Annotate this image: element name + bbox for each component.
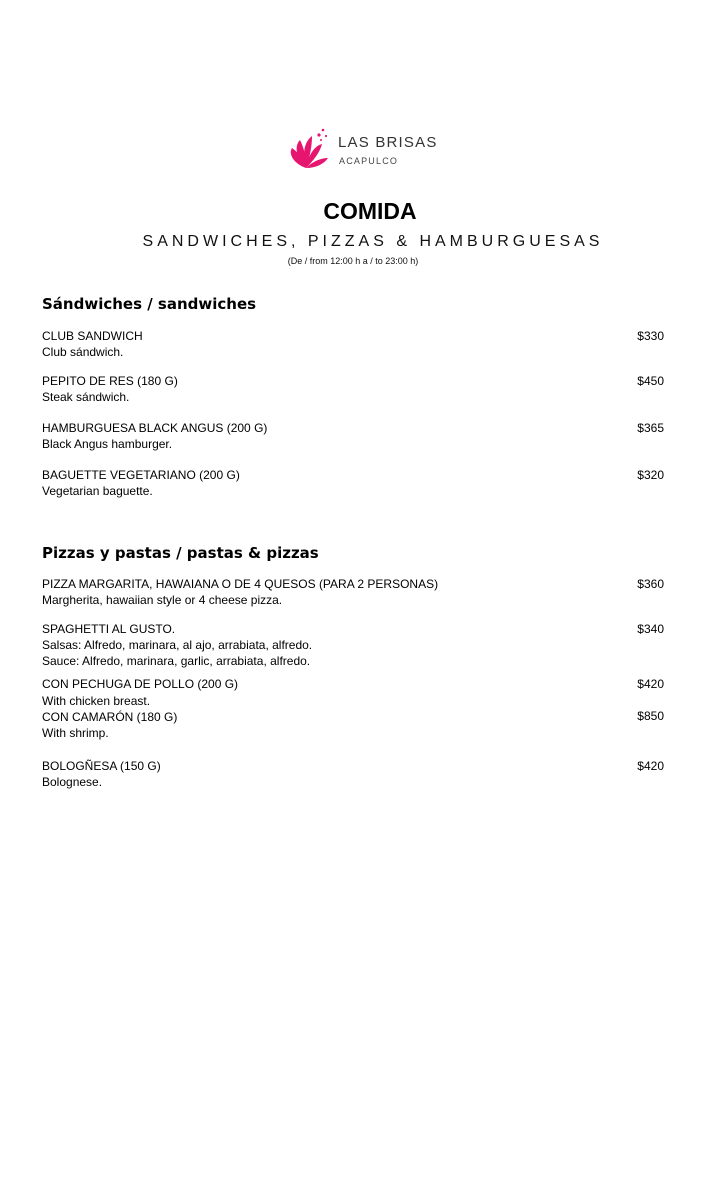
- item-description: Bolognese.: [42, 775, 103, 789]
- menu-item: [42, 420, 664, 452]
- brand-name: LAS BRISAS: [338, 134, 438, 151]
- item-name: HAMBURGUESA BLACK ANGUS (200 G): [42, 421, 268, 435]
- section-title-sandwiches: Sándwiches / sandwiches: [42, 295, 257, 313]
- section-title-pizzas-pastas: Pizzas y pastas / pastas & pizzas: [42, 544, 319, 562]
- menu-item: [42, 758, 664, 790]
- item-price: $850: [637, 709, 664, 723]
- item-description: Club sándwich.: [42, 345, 124, 359]
- item-name: PEPITO DE RES (180 G): [42, 374, 178, 388]
- item-description: Sauce: Alfredo, marinara, garlic, arrabiata, alfredo.: [42, 654, 311, 668]
- item-name: CON CAMARÓN (180 G): [42, 710, 178, 724]
- item-name: PIZZA MARGARITA, HAWAIANA O DE 4 QUESOS (PARA 2 PERSONAS): [42, 577, 439, 591]
- item-price: $330: [637, 329, 664, 343]
- page-subtitle: SANDWICHES, PIZZAS & HAMBURGUESAS: [142, 233, 604, 250]
- menu-item: [42, 676, 664, 709]
- item-price: $340: [637, 622, 664, 636]
- item-description: Steak sándwich.: [42, 390, 130, 404]
- item-name: CON PECHUGA DE POLLO (200 G): [42, 677, 239, 691]
- brand-location: ACAPULCO: [339, 156, 399, 166]
- item-price: $420: [637, 677, 664, 691]
- menu-item: [42, 576, 664, 608]
- item-price: $320: [637, 468, 664, 482]
- item-name: BAGUETTE VEGETARIANO (200 G): [42, 468, 240, 482]
- service-hours: (De / from 12:00 h a / to 23:00 h): [287, 256, 419, 266]
- palm-flower-icon: [286, 124, 334, 172]
- item-name: SPAGHETTI AL GUSTO.: [42, 622, 176, 636]
- item-description: With shrimp.: [42, 726, 109, 740]
- item-price: $420: [637, 759, 664, 773]
- item-price: $450: [637, 374, 664, 388]
- item-description: Vegetarian baguette.: [42, 484, 153, 498]
- item-price: $365: [637, 421, 664, 435]
- item-price: $360: [637, 577, 664, 591]
- page-title: COMIDA: [323, 198, 417, 224]
- menu-item: [42, 373, 664, 405]
- item-description: Margherita, hawaiian style or 4 cheese pizza.: [42, 593, 283, 607]
- menu-item: [42, 621, 664, 669]
- item-description: With chicken breast.: [42, 694, 151, 708]
- item-name: CLUB SANDWICH: [42, 329, 143, 343]
- item-name: BOLOGÑESA (150 G): [42, 759, 161, 773]
- menu-item: [42, 709, 664, 741]
- menu-item: [42, 467, 664, 499]
- item-description: Salsas: Alfredo, marinara, al ajo, arrabiata, alfredo.: [42, 638, 313, 652]
- menu-item: [42, 328, 664, 360]
- brand-logo: [286, 124, 446, 174]
- item-description: Black Angus hamburger.: [42, 437, 173, 451]
